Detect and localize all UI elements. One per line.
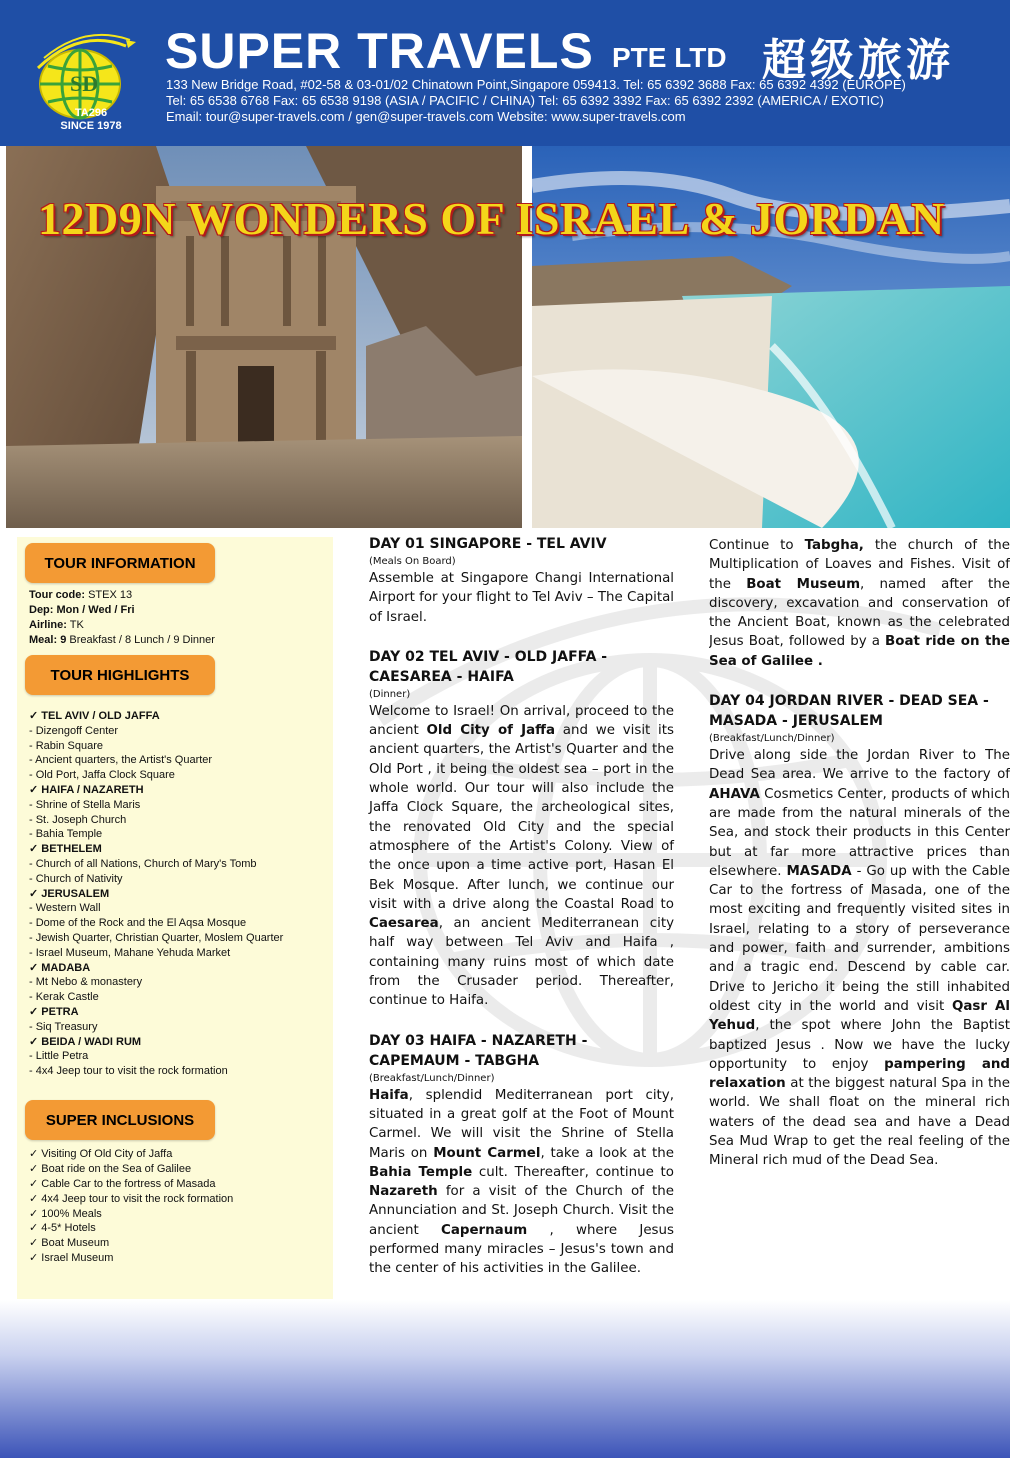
brand-suffix: PTE LTD [612, 42, 727, 73]
tour-information-heading: TOUR INFORMATION [25, 543, 215, 583]
inclusion-item: ✓ 4x4 Jeep tour to visit the rock formation [29, 1192, 234, 1205]
svg-text:SD: SD [70, 71, 99, 96]
day03-title: DAY 03 HAIFA - NAZARETH - CAPEMAUM - TABGHA [369, 1032, 588, 1069]
highlight-destination: ✓ PETRA [29, 1005, 79, 1018]
highlight-item: - Church of all Nations, Church of Mary's Tomb [29, 857, 257, 870]
highlight-item: - Shrine of Stella Maris [29, 798, 141, 811]
highlight-item: - Church of Nativity [29, 872, 123, 885]
day03-continued-text: Continue to Tabgha, the church of the Multiplication of Loaves and Fishes. Visit of the Boat Museum, named after the discovery, excavation and conservation of the Ancient Boat, known as the celebrated Jesus Boat, followed by a Boat ride on the Sea of Galilee . [709, 538, 1010, 669]
highlight-destination: ✓ MADABA [29, 961, 91, 974]
highlight-item: - St. Joseph Church [29, 813, 127, 826]
highlight-item: - Western Wall [29, 902, 101, 915]
tour-code-row: Tour code: STEX 13 [29, 589, 133, 601]
highlight-destination: ✓ HAIFA / NAZARETH [29, 783, 144, 796]
inclusion-item: ✓ Boat Museum [29, 1237, 110, 1250]
itinerary-column-2 [709, 536, 1010, 1171]
phone-line: Tel: 65 6538 6768 Fax: 65 6538 9198 (ASIA / PACIFIC / CHINA) Tel: 65 6392 3392 Fax: 65 6392 2392 (AMERICA / EXOTIC) [166, 93, 884, 108]
inclusion-item: ✓ 100% Meals [29, 1207, 102, 1220]
tour-title: 12D9N WONDERS OF ISRAEL & JORDAN [38, 193, 945, 244]
highlight-destination: ✓ JERUSALEM [29, 887, 110, 900]
highlight-item: - Rabin Square [29, 739, 103, 752]
day03-text: Haifa, splendid Mediterranean port city, situated in a great golf at the Foot of Mount Carmel. We will visit the Shrine of Stella Maris on Mount Carmel, take a look at the Bahia Temple cult. Thereafter, continue to Nazareth for a visit of the Church of the Annunciation and St. Joseph Church. Visit the ancient Capernaum , where Jesus performed many miracles – Jesus's town and the center of his activities in the Galilee. [369, 1087, 675, 1277]
highlight-item: - Jewish Quarter, Christian Quarter, Moslem Quarter [29, 931, 284, 944]
day04-text: Drive along side the Jordan River to The Dead Sea area. We arrive to the factory of AHAVA Cosmetics Center, products of which are made from the natural minerals of the Sea, and stock their products in this Center but at far more attractive prices than elsewhere. MASADA - Go up with the Cable Car to the fortress of Masada, one of the most exciting and frequently visited sites in Israel, relating to a story of perseverance and power, faith and surrender, ambitions and a tragic end. Descend by cable car. Drive to Jericho it being the still inhabited oldest city in the world and visit Qasr Al Yehud, the spot where John the Baptist baptized Jesus . Now we have the lucky opportunity to enjoy pampering and relaxation at the biggest natural Spa in the world. We shall float on the mineral rich waters of the dead sea and have a Dead Sea Mud Wrap to get the real feeling of the Mineral rich mud of the Dead Sea. [709, 748, 1010, 1169]
highlight-item: - Siq Treasury [29, 1020, 98, 1033]
license-code: TA296 [74, 107, 108, 119]
inclusion-item: ✓ 4-5* Hotels [29, 1222, 96, 1235]
address-line: 133 New Bridge Road, #02-58 & 03-01/02 Chinatown Point,Singapore 059413. Tel: 65 6392 3688 Fax: 65 6392 4392 (EUROPE) [166, 77, 906, 92]
highlight-item: - Bahia Temple [29, 828, 103, 841]
day02-text: Welcome to Israel! On arrival, proceed to the ancient Old City of Jaffa and we visit its ancient quarters, the Artist's Quarter and the Old Port , it being the oldest sea – port in the whole world. Our tour will also include the Jaffa Clock Square, the archeological sites, the renovated Old City and the special atmosphere of the Artist's Colony. View of the once upon a time active port, Hasan El Bek Mosque. After lunch, we continue our visit with a drive along the Coastal Road to Caesarea, an ancient Mediterranean city half way between Tel Aviv and Haifa , containing many ruins most of which date from the Crusader period. Thereafter, continue to Haifa. [369, 703, 674, 1009]
inclusion-item: ✓ Visiting Of Old City of Jaffa [29, 1148, 173, 1160]
highlight-item: - Dome of the Rock and the El Aqsa Mosque [29, 917, 247, 930]
highlight-item: - Kerak Castle [29, 991, 99, 1004]
highlight-destination: ✓ BEIDA / WADI RUM [29, 1035, 142, 1048]
day04-title: DAY 04 JORDAN RIVER - DEAD SEA - MASADA - JERUSALEM [709, 693, 989, 730]
inclusion-item: ✓ Cable Car to the fortress of Masada [29, 1177, 216, 1190]
day02-meals: (Dinner) [369, 688, 411, 700]
departure-row: Dep: Mon / Wed / Fri [29, 604, 135, 616]
highlight-destination: ✓ TEL AVIV / OLD JAFFA [29, 710, 160, 722]
inclusion-item: ✓ Israel Museum [29, 1252, 114, 1265]
day02-title: DAY 02 TEL AVIV - OLD JAFFA - CAESAREA - HAIFA [369, 648, 608, 685]
highlight-destination: ✓ BETHELEM [29, 843, 102, 856]
since-year: SINCE 1978 [60, 120, 122, 132]
day03-meals: (Breakfast/Lunch/Dinner) [369, 1072, 495, 1084]
inclusion-item: ✓ Boat ride on the Sea of Galilee [29, 1162, 192, 1175]
license-badge [56, 107, 126, 133]
tour-highlights-heading: TOUR HIGHLIGHTS [25, 655, 215, 695]
highlights-list [29, 709, 283, 1079]
brand-chinese: 超级旅游 [762, 35, 954, 86]
highlight-item: - Little Petra [29, 1050, 89, 1063]
highlight-item: - Old Port, Jaffa Clock Square [29, 769, 175, 782]
brand-name: SUPER TRAVELS [165, 23, 594, 79]
day01-title: DAY 01 SINGAPORE - TEL AVIV [369, 536, 607, 552]
inclusions-list [29, 1147, 233, 1266]
airline-row: Airline: TK [29, 619, 84, 631]
meal-row: Meal: 9 Breakfast / 8 Lunch / 9 Dinner [29, 634, 215, 646]
footer-gradient [0, 1300, 1010, 1458]
info-sidebar [17, 537, 333, 1299]
highlight-item: - Ancient quarters, the Artist's Quarter [29, 754, 213, 767]
highlight-item: - 4x4 Jeep tour to visit the rock formation [29, 1065, 228, 1078]
highlight-item: - Israel Museum, Mahane Yehuda Market [29, 946, 231, 959]
super-inclusions-heading: SUPER INCLUSIONS [25, 1100, 215, 1140]
day01-meals: (Meals On Board) [369, 556, 456, 567]
highlight-item: - Mt Nebo & monastery [29, 976, 143, 989]
email-line: Email: tour@super-travels.com / gen@super-travels.com Website: www.super-travels.com [166, 109, 686, 124]
highlight-item: - Dizengoff Center [29, 724, 119, 737]
day01-text: Assemble at Singapore Changi International Airport for your flight to Tel Aviv – The Capital of Israel. [369, 571, 674, 625]
header-banner [0, 0, 1010, 146]
day04-meals: (Breakfast/Lunch/Dinner) [709, 733, 835, 745]
itinerary-column-1 [369, 534, 674, 1279]
